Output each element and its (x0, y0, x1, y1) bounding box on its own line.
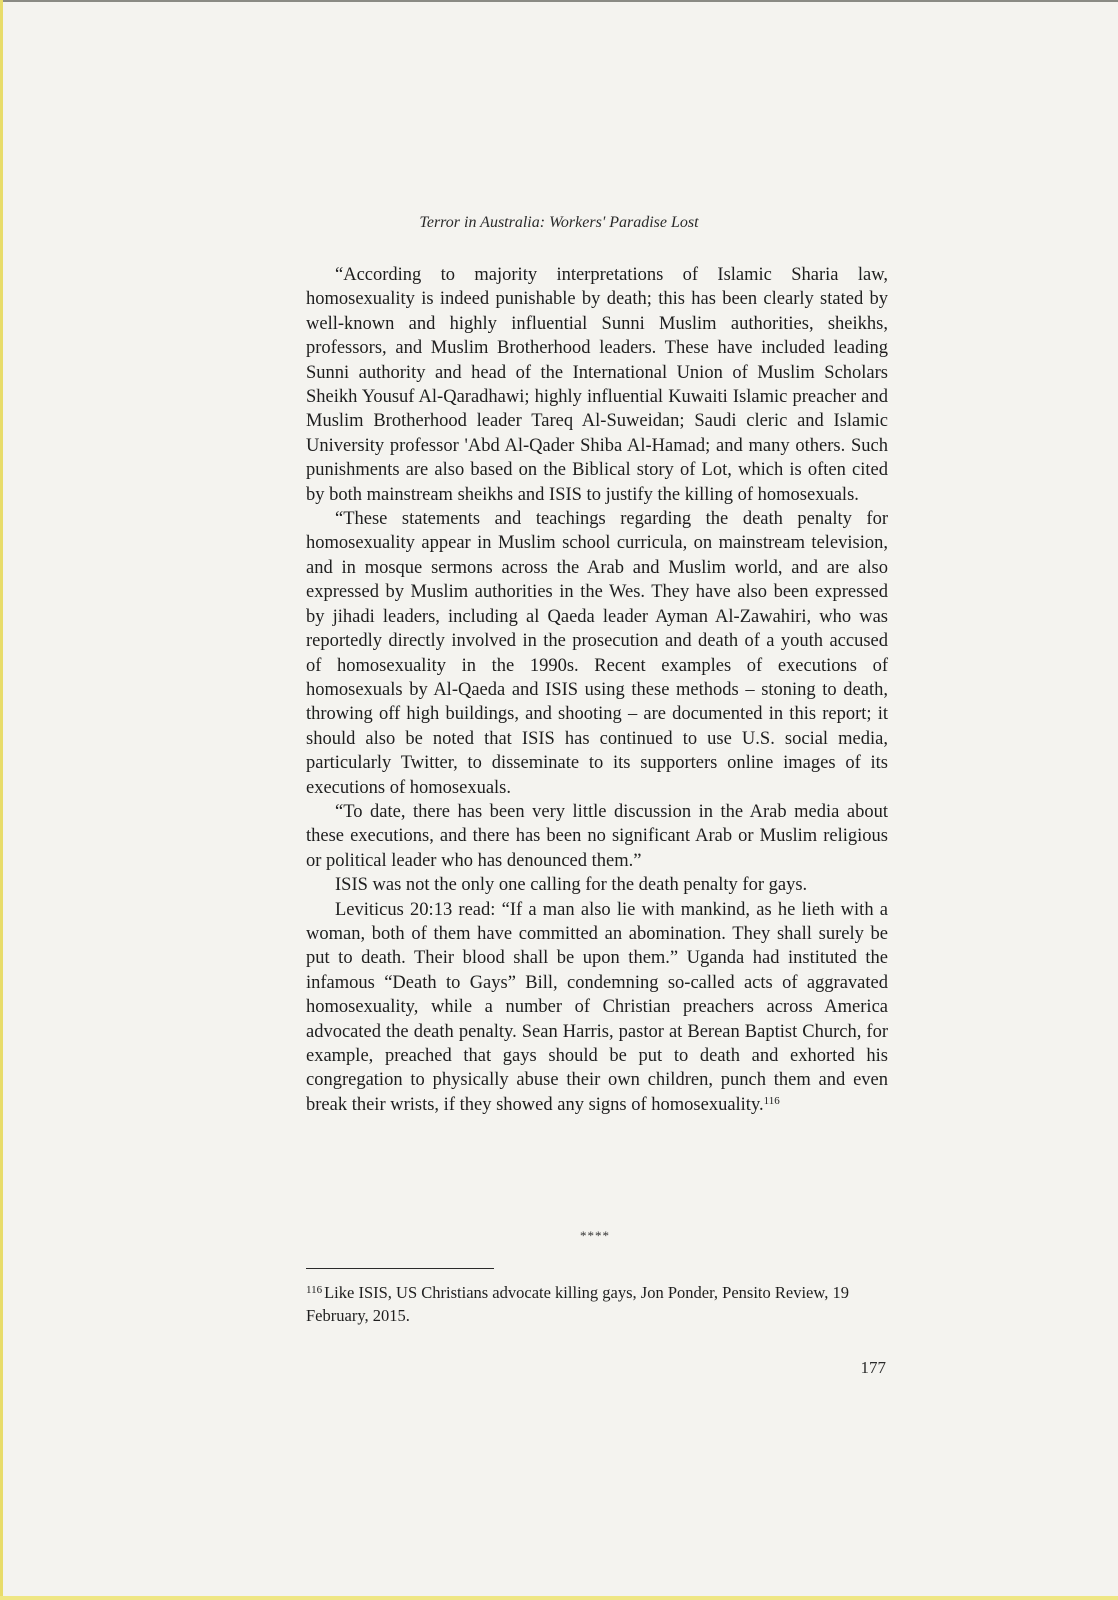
paragraph-5 (306, 898, 888, 1118)
paragraph-2: “These statements and teachings regarding the death penalty for homosexuality appear in Muslim school curricula, on mainstream television, and in mosque sermons across the Arab and Muslim world, and are also expressed by Muslim authorities in the Wes. They have also been expressed by jihadi leaders, including al Qaeda leader Ayman Al-Zawahiri, who was reportedly directly involved in the prosecution and death of a youth accused of homosexuality in the 1990s. Recent examples of executions of homosexuals by Al-Qaeda and ISIS using these methods – stoning to death, throwing off high buildings, and shooting – are documented in this report; it should also be noted that ISIS has continued to use U.S. social media, particularly Twitter, to disseminate to its supporters online images of its executions of homosexuals. (306, 509, 888, 798)
running-header: Terror in Australia: Workers' Paradise Lost (419, 214, 699, 231)
body-text (306, 263, 888, 1117)
footnote-reference[interactable]: 116 (763, 1094, 780, 1107)
footnote-number: 116 (306, 1284, 323, 1296)
paragraph-4: ISIS was not the only one calling for the death penalty for gays. (335, 875, 808, 896)
page-top-edge (0, 0, 1118, 2)
page-bottom-edge (0, 1596, 1118, 1600)
paragraph-3: “To date, there has been very little discussion in the Arab media about these executions, and there has been no significant Arab or Muslim religious or political leader who has denounced them.” (306, 801, 888, 871)
page-number: 177 (860, 1358, 886, 1377)
page-left-edge (0, 0, 3, 1600)
footnote-divider (306, 1268, 494, 1269)
paragraph-5-text: Leviticus 20:13 read: “If a man also lie with mankind, as he lieth with a woman, both of them have committed an abomination. They shall surely be put to death. Their blood shall be upon them.” Uganda had instituted the infamous “Death to Gays” Bill, condemning so-called acts of aggravated homosexuality, while a number of Christian preachers across America advocated the death penalty. Sean Harris, pastor at Berean Baptist Church, for example, preached that gays should be put to death and exhorted his congregation to physically abuse their own children, punch them and even break their wrists, if they showed any signs of homosexuality. (306, 899, 888, 1115)
footnote-text: Like ISIS, US Christians advocate killing gays, Jon Ponder, Pensito Review, 19 February, 2015. (306, 1283, 849, 1325)
footnote (306, 1281, 888, 1327)
section-break: **** (580, 1228, 610, 1243)
paragraph-1: “According to majority interpretations of Islamic Sharia law, homosexuality is indeed punishable by death; this has been clearly stated by well-known and highly influential Sunni Muslim authorities, sheikhs, professors, and Muslim Brotherhood leaders. These have included leading Sunni authority and head of the International Union of Muslim Scholars Sheikh Yousuf Al-Qaradhawi; highly influential Kuwaiti Islamic preacher and Muslim Brotherhood leader Tareq Al-Suweidan; Saudi cleric and Islamic University professor 'Abd Al-Qader Shiba Al-Hamad; and many others. Such punishments are also based on the Biblical story of Lot, which is often cited by both mainstream sheikhs and ISIS to justify the killing of homosexuals. (306, 265, 888, 505)
